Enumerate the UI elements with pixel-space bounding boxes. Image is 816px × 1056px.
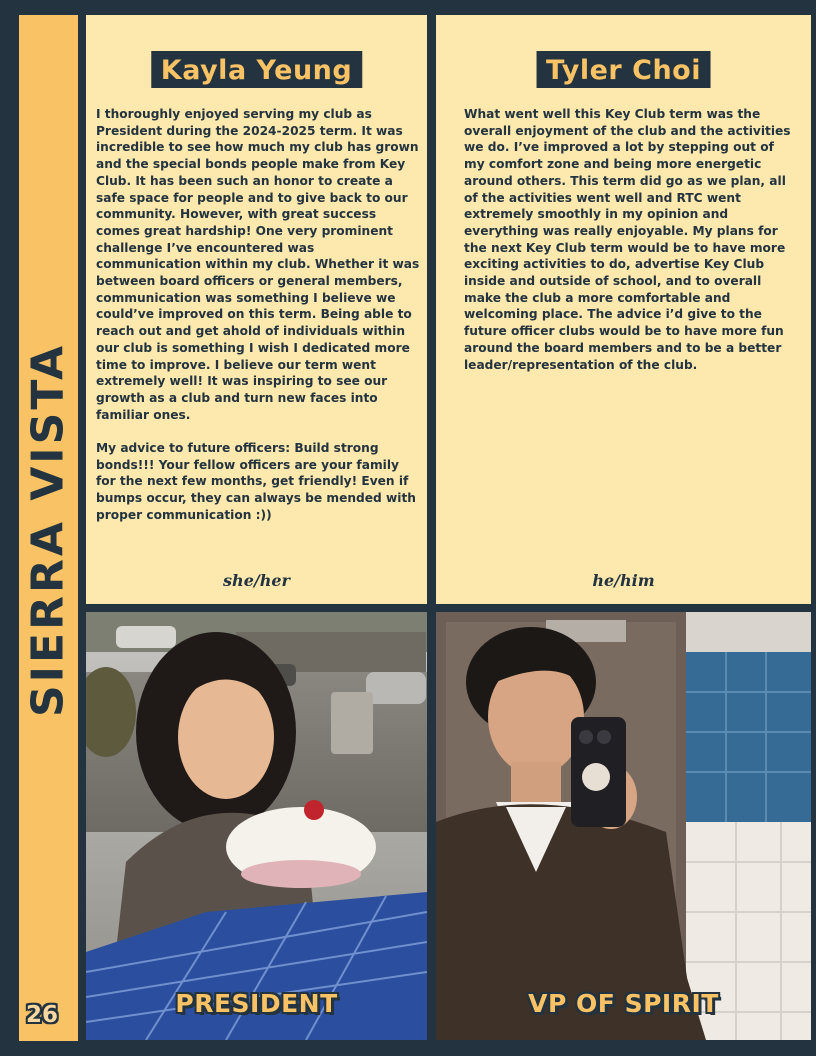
school-name: SIERRA VISTA (22, 342, 74, 718)
officer-name: Kayla Yeung (160, 55, 353, 86)
role-label: VP OF SPIRIT (528, 989, 719, 1018)
statement-paragraph: My advice to future officers: Build strong bonds!!! Your fellow officers are your family for the next few months, get friendly! Even if bumps occur, they can always be mended with proper communication :)) (96, 441, 416, 522)
officer-name: Tyler Choi (546, 55, 701, 86)
role-label: PRESIDENT (175, 989, 338, 1018)
photo-illustration (86, 612, 427, 1040)
profile-panel-kayla (86, 15, 427, 604)
profile-panel-tyler (436, 15, 811, 604)
statement-paragraph: I thoroughly enjoyed serving my club as President during the 2024-2025 term. It was incredible to see how much my club has grown and the special bonds people make from Key Club. It has been such an honor to create a safe space for people and to give back to our community. However, with great success comes great hardship! One very prominent challenge I’ve encountered was communication within my club. Whether it was between board officers or general members, communication was something I believe we could’ve improved on this term. Being able to reach out and get ahold of individuals within our club is something I wish I dedicated more time to improve. I believe our term went extremely well! It was inspiring to see our growth as a club and turn new faces into familiar ones. (96, 107, 420, 422)
photo-kayla (86, 612, 427, 1040)
name-plate (536, 51, 711, 88)
page-number: 26 (25, 1002, 58, 1028)
pronouns: he/him (592, 571, 655, 590)
photo-illustration (436, 612, 811, 1040)
officer-statement (464, 106, 794, 390)
name-plate (151, 51, 362, 88)
officer-statement (96, 106, 422, 540)
pronouns: she/her (223, 571, 290, 590)
statement-paragraph: What went well this Key Club term was the overall enjoyment of the club and the activities we do. I’ve improved a lot by stepping out of my comfort zone and being more energetic around others. This term did go as we plan, all of the activities went well and RTC went extremely smoothly in my opinion and everything was really enjoyable. My plans for the next Key Club term would be to have more exciting activities to do, advertise Key Club inside and outside of school, and to overall make the club a more comfortable and welcoming place. The advice i’d give to the future officer clubs would be to have more fun around the board members and to be a better leader/representation of the club. (464, 107, 791, 372)
photo-tyler (436, 612, 811, 1040)
